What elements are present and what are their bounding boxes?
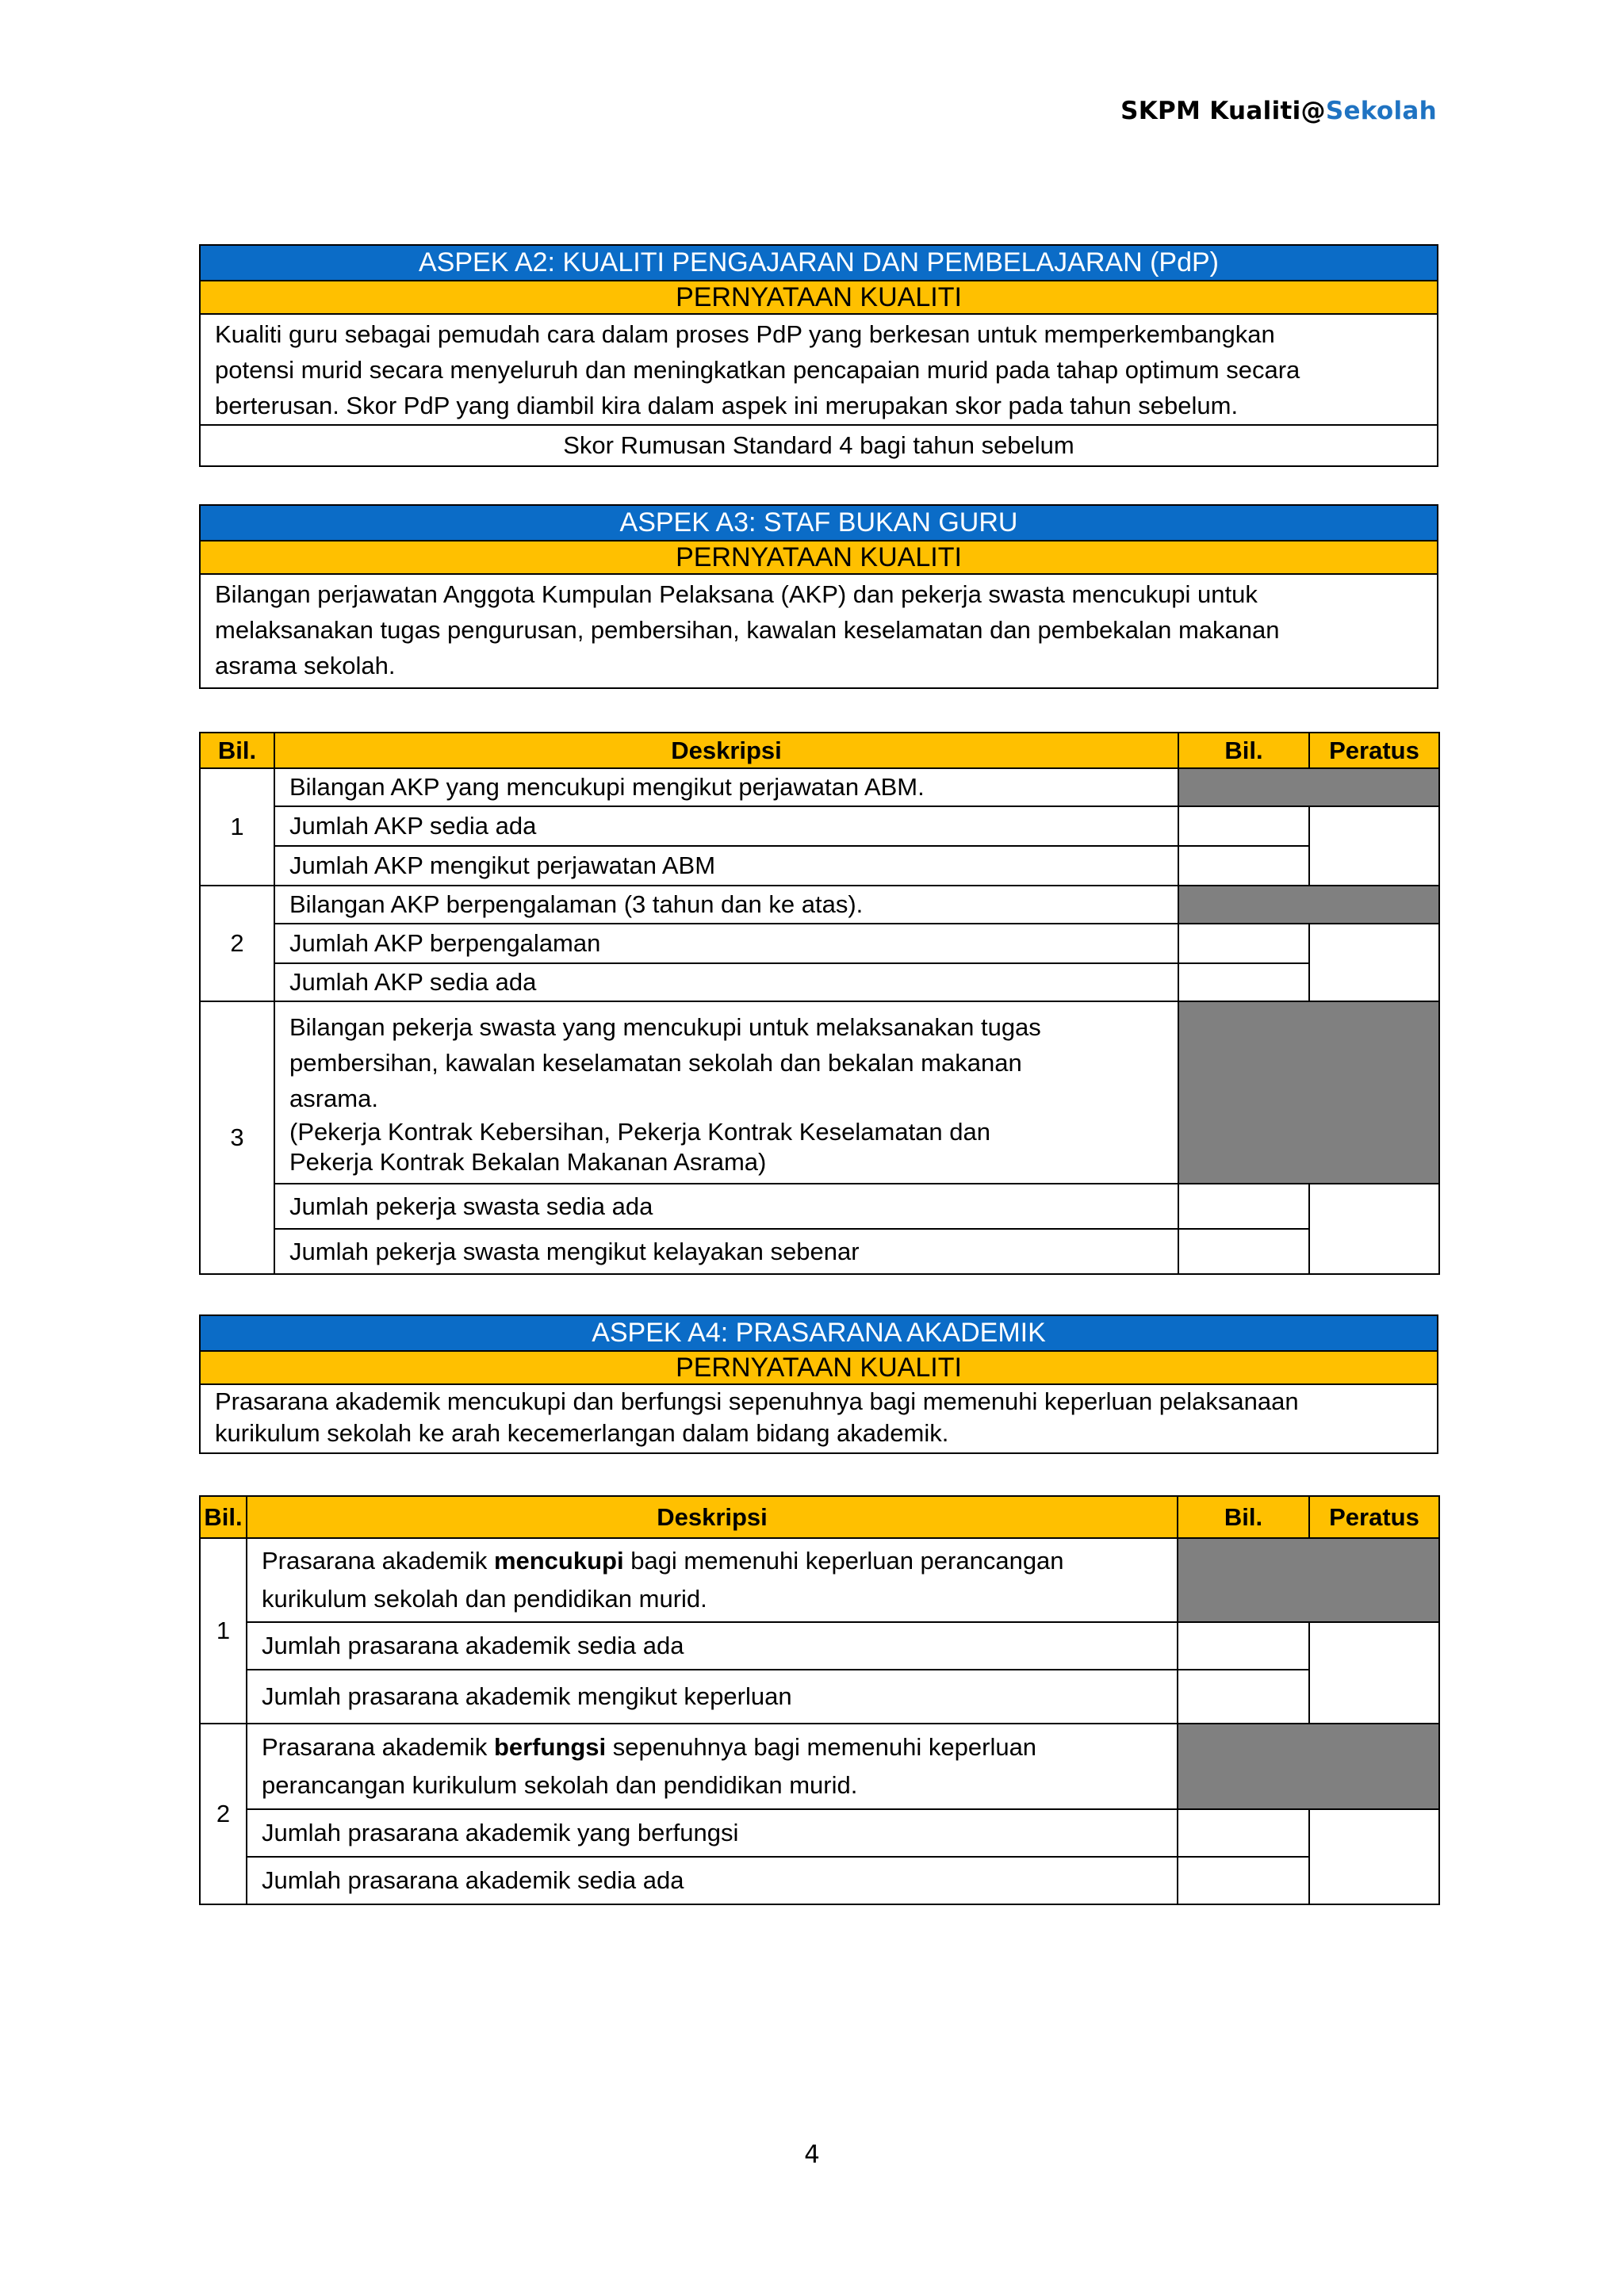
a4-table xyxy=(199,1495,1440,1905)
page-number: 4 xyxy=(804,2141,820,2169)
a2-line-2: potensi murid secara menyeluruh dan meningkatkan pencapaian murid pada tahap optimum secara xyxy=(215,356,1300,384)
bil-input-cell[interactable] xyxy=(1178,1622,1309,1670)
emphasis-text: berfungsi xyxy=(493,1733,607,1761)
header-title: SKPM Kualiti@ xyxy=(1120,97,1326,125)
text-part: Prasarana akademik xyxy=(262,1547,494,1575)
bil-input-cell[interactable] xyxy=(1178,1229,1309,1274)
aspek-a2-statement xyxy=(201,315,1437,424)
text-part: Prasarana akademik xyxy=(262,1733,494,1761)
a2-line-3: berterusan. Skor PdP yang diambil kira dalam aspek ini merupakan skor pada tahun sebelum. xyxy=(215,392,1239,419)
aspek-a3-block xyxy=(199,504,1438,689)
a4-r1-line-1 xyxy=(262,1542,1177,1580)
shaded-cell xyxy=(1178,1538,1439,1622)
bil-input-cell[interactable] xyxy=(1178,846,1309,886)
bil-input-cell[interactable] xyxy=(1178,924,1309,963)
aspek-a2-skor: Skor Rumusan Standard 4 bagi tahun sebelum xyxy=(201,424,1437,465)
shaded-cell xyxy=(1178,1001,1439,1184)
sub-description: Jumlah prasarana akademik mengikut keperluan xyxy=(247,1670,1178,1724)
header-title-accent: Sekolah xyxy=(1325,97,1437,125)
sub-description: Jumlah prasarana akademik sedia ada xyxy=(247,1622,1178,1670)
col-header-bil: Bil. xyxy=(200,733,274,768)
row-description xyxy=(247,1538,1178,1622)
aspek-a4-statement xyxy=(201,1385,1437,1449)
row-number: 2 xyxy=(200,1724,247,1904)
r3-line-2: pembersihan, kawalan keselamatan sekolah dan bekalan makanan xyxy=(289,1048,1022,1077)
peratus-input-cell[interactable] xyxy=(1309,1809,1439,1904)
shaded-cell xyxy=(1178,1724,1439,1809)
aspek-a2-subtitle: PERNYATAAN KUALITI xyxy=(201,281,1437,315)
col-header-deskripsi: Deskripsi xyxy=(247,1496,1178,1538)
aspek-a4-block xyxy=(199,1314,1438,1454)
col-header-bil: Bil. xyxy=(200,1496,247,1538)
bil-input-cell[interactable] xyxy=(1178,1857,1309,1904)
sub-description: Jumlah pekerja swasta sedia ada xyxy=(274,1184,1178,1229)
shaded-cell xyxy=(1178,768,1439,806)
aspek-a3-statement xyxy=(201,575,1437,683)
sub-description: Jumlah pekerja swasta mengikut kelayakan sebenar xyxy=(274,1229,1178,1274)
sub-description: Jumlah AKP sedia ada xyxy=(274,806,1178,846)
sub-description: Jumlah AKP berpengalaman xyxy=(274,924,1178,963)
aspek-a2-title: ASPEK A2: KUALITI PENGAJARAN DAN PEMBELAJARAN (PdP) xyxy=(201,246,1437,281)
a4-r1-line-2: kurikulum sekolah dan pendidikan murid. xyxy=(262,1585,707,1613)
a4-r2-line-1 xyxy=(262,1728,1177,1766)
bil-input-cell[interactable] xyxy=(1178,1809,1309,1857)
a3-table xyxy=(199,732,1440,1275)
a4-line-2: kurikulum sekolah ke arah kecemerlangan dalam bidang akademik. xyxy=(215,1419,949,1447)
r3-line-3: asrama. xyxy=(289,1084,378,1112)
shaded-cell xyxy=(1178,886,1439,924)
aspek-a4-subtitle: PERNYATAAN KUALITI xyxy=(201,1352,1437,1385)
sub-description: Jumlah prasarana akademik sedia ada xyxy=(247,1857,1178,1904)
col-header-bil-value: Bil. xyxy=(1178,733,1309,768)
a4-r2-line-2: perancangan kurikulum sekolah dan pendidikan murid. xyxy=(262,1771,858,1799)
aspek-a3-subtitle: PERNYATAAN KUALITI xyxy=(201,541,1437,575)
text-part: bagi memenuhi keperluan perancangan xyxy=(623,1547,1064,1575)
peratus-input-cell[interactable] xyxy=(1309,1622,1439,1724)
aspek-a3-title: ASPEK A3: STAF BUKAN GURU xyxy=(201,506,1437,541)
row-number: 3 xyxy=(200,1001,274,1274)
col-header-deskripsi: Deskripsi xyxy=(274,733,1178,768)
r3-line-1: Bilangan pekerja swasta yang mencukupi untuk melaksanakan tugas xyxy=(289,1012,1041,1041)
aspek-a2-block xyxy=(199,244,1438,467)
sub-description: Jumlah AKP sedia ada xyxy=(274,963,1178,1001)
row-description xyxy=(247,1724,1178,1809)
sub-description: Jumlah AKP mengikut perjawatan ABM xyxy=(274,846,1178,886)
document-header xyxy=(1120,97,1437,125)
bil-input-cell[interactable] xyxy=(1178,1670,1309,1724)
bil-input-cell[interactable] xyxy=(1178,806,1309,846)
a3-line-2: melaksanakan tugas pengurusan, pembersihan, kawalan keselamatan dan pembekalan makanan xyxy=(215,616,1280,644)
peratus-input-cell[interactable] xyxy=(1309,924,1439,1001)
emphasis-text: mencukupi xyxy=(493,1547,624,1575)
r3-line-4: (Pekerja Kontrak Kebersihan, Pekerja Kontrak Keselamatan dan xyxy=(289,1117,990,1146)
bil-input-cell[interactable] xyxy=(1178,963,1309,1001)
row-description: Bilangan AKP yang mencukupi mengikut perjawatan ABM. xyxy=(274,768,1178,806)
a3-line-1: Bilangan perjawatan Anggota Kumpulan Pelaksana (AKP) dan pekerja swasta mencukupi untuk xyxy=(215,580,1258,608)
sub-description: Jumlah prasarana akademik yang berfungsi xyxy=(247,1809,1178,1857)
peratus-input-cell[interactable] xyxy=(1309,1184,1439,1274)
row-description: Bilangan AKP berpengalaman (3 tahun dan ke atas). xyxy=(274,886,1178,924)
col-header-peratus: Peratus xyxy=(1309,1496,1439,1538)
row-description xyxy=(274,1001,1178,1184)
a2-line-1: Kualiti guru sebagai pemudah cara dalam proses PdP yang berkesan untuk memperkembangkan xyxy=(215,320,1275,348)
col-header-bil-value: Bil. xyxy=(1178,1496,1309,1538)
a3-line-3: asrama sekolah. xyxy=(215,652,396,679)
aspek-a4-title: ASPEK A4: PRASARANA AKADEMIK xyxy=(201,1316,1437,1352)
text-part: sepenuhnya bagi memenuhi keperluan xyxy=(606,1733,1037,1761)
row-number: 2 xyxy=(200,886,274,1001)
row-number: 1 xyxy=(200,768,274,886)
bil-input-cell[interactable] xyxy=(1178,1184,1309,1229)
row-number: 1 xyxy=(200,1538,247,1724)
a4-line-1: Prasarana akademik mencukupi dan berfungsi sepenuhnya bagi memenuhi keperluan pelaksanaan xyxy=(215,1387,1299,1415)
peratus-input-cell[interactable] xyxy=(1309,806,1439,886)
r3-line-5: Pekerja Kontrak Bekalan Makanan Asrama) xyxy=(289,1147,767,1176)
col-header-peratus: Peratus xyxy=(1309,733,1439,768)
